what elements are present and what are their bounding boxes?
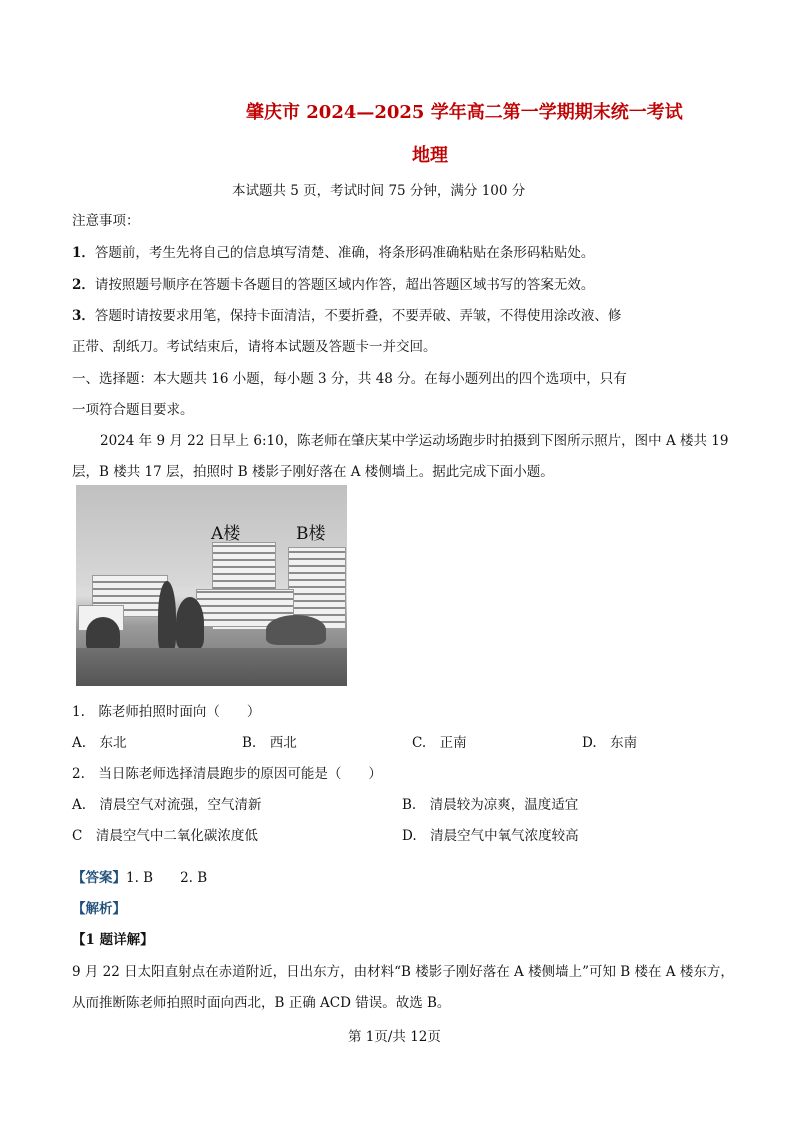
page-footer: 第 1页/共 12页 — [348, 1029, 441, 1045]
q2-option-d: D. 清晨空气中氧气浓度较高 — [402, 828, 579, 844]
note-item-1 — [72, 241, 594, 261]
question-2-stem: 2. 当日陈老师选择清晨跑步的原因可能是（ ） — [72, 766, 382, 782]
q2-option-b: B. 清晨较为凉爽，温度适宜 — [402, 797, 579, 813]
analysis-line2: 从而推断陈老师拍照时面向西北，B 正确 ACD 错误。故选 B。 — [72, 995, 451, 1011]
exam-info: 本试题共 5 页，考试时间 75 分钟，满分 100 分 — [232, 183, 526, 199]
question-1-stem: 1. 陈老师拍照时面向（ ） — [72, 704, 261, 720]
answer-line — [72, 866, 207, 886]
q2-option-c: C 清晨空气中二氧化碳浓度低 — [72, 828, 258, 844]
notes-heading: 注意事项： — [72, 213, 140, 229]
exam-title: 肇庆市 2024—2025 学年高二第一学期期末统一考试 — [246, 102, 683, 123]
campus-photo — [76, 485, 347, 686]
section-heading-line2: 一项符合题目要求。 — [72, 402, 194, 418]
q1-option-c: C. 正南 — [412, 735, 467, 751]
q2-option-a: A. 清晨空气对流强，空气清新 — [72, 797, 262, 813]
analysis-label: 【解析】 — [72, 901, 126, 917]
section-heading-line1: 一、选择题：本大题共 16 小题，每小题 3 分，共 48 分。在每小题列出的四个选项中，只有 — [72, 371, 627, 387]
note-item-3 — [72, 304, 621, 324]
answer-text: 1. B 2. B — [126, 870, 208, 886]
material-line1: 2024 年 9 月 22 日早上 6:10，陈老师在肇庆某中学运动场跑步时拍摄到下图所示照片，图中 A 楼共 19 — [100, 433, 729, 449]
note-item-2 — [72, 273, 594, 293]
analysis-line1: 9 月 22 日太阳直射点在赤道附近，日出东方，由材料“B 楼影子刚好落在 A 楼侧墙上”可知 B 楼在 A 楼东方， — [72, 964, 734, 980]
q1-option-b: B. 西北 — [242, 735, 297, 751]
q1-option-a: A. 东北 — [72, 735, 127, 751]
note-text: 答题前，考生先将自己的信息填写清楚、准确，将条形码准确粘贴在条形码粘贴处。 — [94, 245, 595, 261]
subject-title: 地理 — [412, 145, 448, 166]
material-line2: 层，B 楼共 17 层，拍照时 B 楼影子刚好落在 A 楼侧墙上。据此完成下面小题。 — [72, 464, 554, 480]
tree — [176, 597, 204, 649]
sports-field — [76, 648, 347, 686]
note-number: 2． — [72, 277, 95, 293]
tree — [86, 617, 120, 651]
note-number: 1． — [72, 245, 95, 261]
label-building-a: A楼 — [211, 524, 241, 544]
tree — [266, 615, 326, 645]
q1-option-d: D. 东南 — [582, 735, 638, 751]
tree — [158, 581, 176, 651]
note-text: 请按照题号顺序在答题卡各题目的答题区域内作答，超出答题区域书写的答案无效。 — [94, 277, 595, 293]
note-item-3-continued: 正带、刮纸刀。考试结束后，请将本试题及答题卡一并交回。 — [72, 339, 437, 355]
label-building-b: B楼 — [296, 524, 326, 544]
analysis-sub-label: 【1 题详解】 — [72, 932, 154, 948]
note-number: 3． — [72, 308, 95, 324]
answer-label: 【答案】 — [72, 870, 126, 886]
note-text: 答题时请按要求用笔，保持卡面清洁，不要折叠，不要弄破、弄皱，不得使用涂改液、修 — [94, 308, 622, 324]
